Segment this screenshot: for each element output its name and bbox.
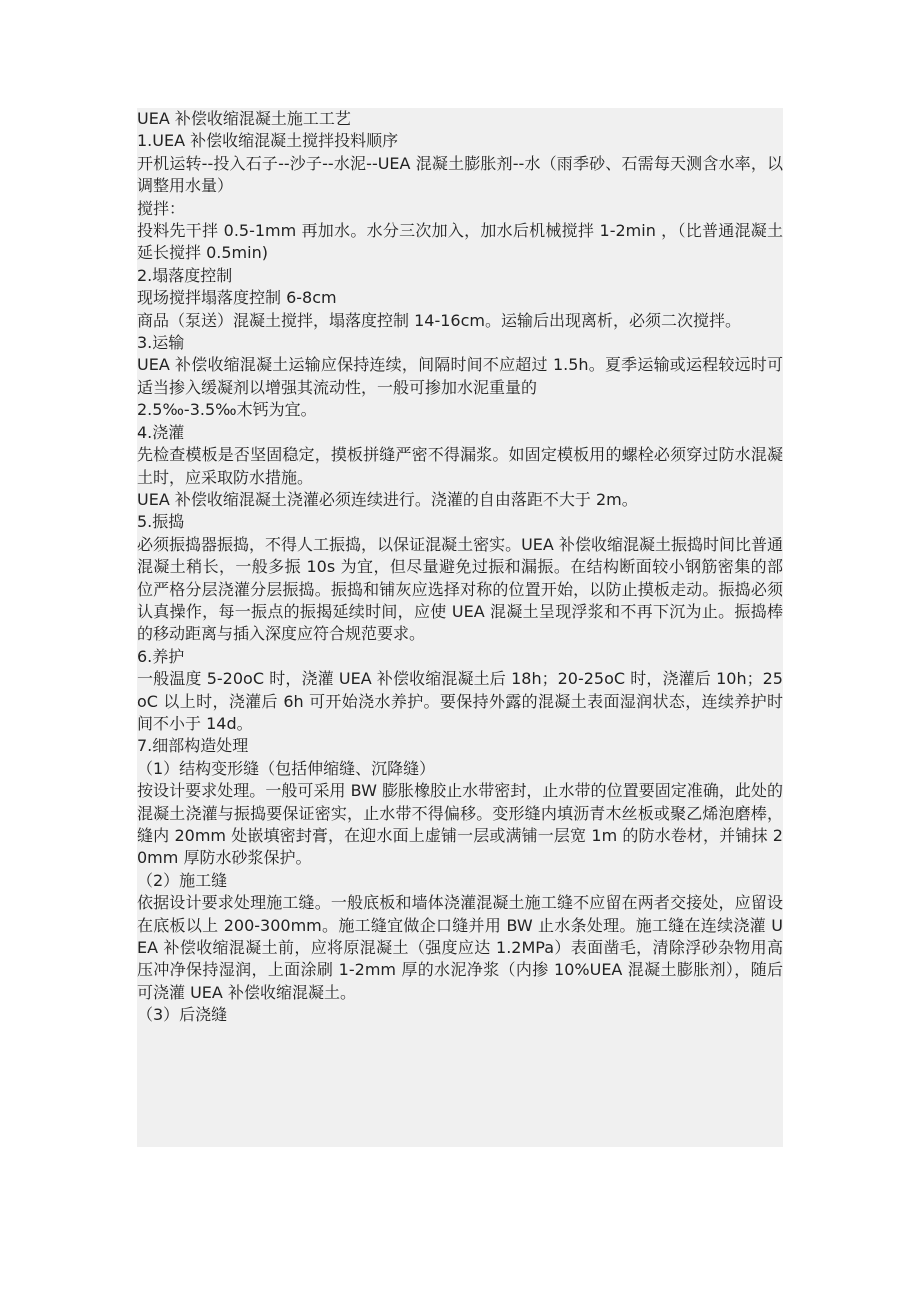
paragraph: 投料先干拌 0.5-1mm 再加水。水分三次加入，加水后机械搅拌 1-2min ，（比普通混凝土延长搅拌 0.5min) (137, 221, 783, 263)
document-title: UEA 补偿收缩混凝土施工工艺 (137, 109, 351, 128)
section-heading-detail-construction: 7.细部构造处理 (137, 736, 249, 756)
paragraph: 现场搅拌塌落度控制 6-8cm (137, 288, 337, 308)
document-text-block (137, 108, 783, 1147)
subsection-heading-post-pour-strip: （3）后浇缝 (137, 1005, 228, 1025)
paragraph: 开机运转--投入石子--沙子--水泥--UEA 混凝土膨胀剂--水（雨季砂、石需每天测含水率，以调整用水量） (137, 153, 783, 196)
paragraph: 按设计要求处理。一般可采用 BW 膨胀橡胶止水带密封，止水带的位置要固定准确，此处的混凝土浇灌与振捣要保证密实，止水带不得偏移。变形缝内填沥青木丝板或聚乙烯泡磨棒，缝内 20mm 处嵌填密封膏，在迎水面上虚铺一层或满铺一层宽 1m 的防水卷材，并铺抹 20mm 厚防水砂浆保护。 (137, 781, 783, 868)
paragraph: 先检查模板是否坚固稳定，摸板拼缝严密不得漏浆。如固定模板用的螺栓必须穿过防水混凝土时，应采取防水措施。 (137, 445, 783, 487)
paragraph: 搅拌： (137, 198, 186, 218)
section-heading-pouring: 4.浇灌 (137, 422, 185, 442)
section-heading-mixing-order: 1.UEA 补偿收缩混凝土搅拌投料顺序 (137, 131, 399, 151)
subsection-heading-construction-joint: （2）施工缝 (137, 870, 228, 890)
paragraph: 商品（泵送）混凝土搅拌，塌落度控制 14-16cm。运输后出现离析，必须二次搅拌。 (137, 310, 741, 330)
subsection-heading-deformation-joint: （1）结构变形缝（包括伸缩缝、沉降缝） (137, 758, 436, 778)
paragraph: 必须振捣器振捣，不得人工振捣，以保证混凝土密实。UEA 补偿收缩混凝土振捣时间比普通混凝土稍长，一般多振 10s 为宜，但尽量避免过振和漏振。在结构断面较小钢筋密集的部位严格分层浇灌分层振捣。振捣和铺灰应选择对称的位置开始，以防止摸板走动。振捣必须认真操作，每一振点的振揭延续时间，应使 UEA 混凝土呈现浮浆和不再下沉为止。振捣棒的移动距离与插入深度应符合规范要求。 (137, 534, 783, 644)
paragraph: 2.5‰-3.5‰木钙为宜。 (137, 400, 317, 420)
paragraph: UEA 补偿收缩混凝土浇灌必须连续进行。浇灌的自由落距不大于 2m。 (137, 489, 638, 509)
section-heading-vibration: 5.振捣 (137, 512, 185, 532)
paragraph: UEA 补偿收缩混凝土运输应保持连续，间隔时间不应超过 1.5h。夏季运输或运程较远时可适当掺入缓凝剂以增强其流动性，一般可掺加水泥重量的 (137, 355, 783, 397)
paragraph: 依据设计要求处理施工缝。一般底板和墙体浇灌混凝土施工缝不应留在两者交接处，应留设在底板以上 200-300mm。施工缝宜做企口缝并用 BW 止水条处理。施工缝在连续浇灌 UEA 补偿收缩混凝土前，应将原混凝土（强度应达 1.2MPa）表面凿毛，清除浮砂杂物用高压冲净保持湿润，上面涂刷 1-2mm 厚的水泥净浆（内掺 10%UEA 混凝土膨胀剂），随后可浇灌 UEA 补偿收缩混凝土。 (137, 893, 783, 1002)
section-heading-slump-control: 2.塌落度控制 (137, 265, 233, 285)
section-heading-transport: 3.运输 (137, 333, 185, 353)
paragraph: 一般温度 5-20oC 时，浇灌 UEA 补偿收缩混凝土后 18h；20-25oC 时，浇灌后 10h；25oC 以上时，浇灌后 6h 可开始浇水养护。要保持外露的混凝土表面湿润状态，连续养护时间不小于 14d。 (137, 669, 783, 733)
section-heading-curing: 6.养护 (137, 646, 185, 666)
